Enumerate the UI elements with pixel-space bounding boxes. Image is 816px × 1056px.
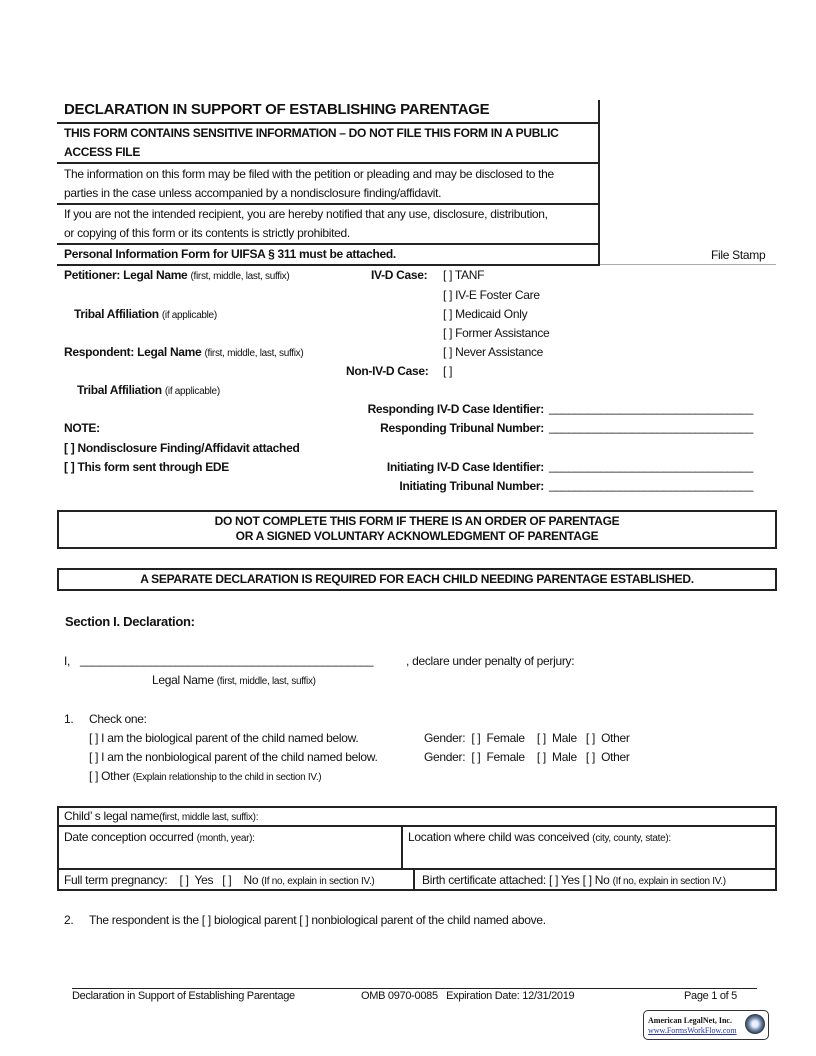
- petitioner-tribal-label: Tribal Affiliation (if applicable): [74, 307, 217, 321]
- attach-notice: Personal Information Form for UIFSA § 311 must be attached.: [64, 247, 396, 261]
- declarant-name-field[interactable]: ______________________________________________: [80, 653, 374, 667]
- info-text: The information on this form may be filed with the petition or pleading and may be disclosed to the: [64, 167, 554, 181]
- birth-certificate-options[interactable]: Birth certificate attached: [ ] Yes [ ] No (If no, explain in section IV.): [422, 873, 726, 887]
- respondent-tribal-label: Tribal Affiliation (if applicable): [77, 383, 220, 397]
- file-stamp-label: File Stamp: [711, 248, 766, 262]
- conception-location-field[interactable]: Location where child was conceived (city, county, state):: [408, 830, 671, 844]
- info-text-2: parties in the case unless accompanied by a nondisclosure finding/affidavit.: [64, 186, 442, 200]
- notice-text-2: or copying of this form or its contents is strictly prohibited.: [64, 226, 350, 240]
- ede-checkbox[interactable]: [ ] This form sent through EDE: [64, 460, 229, 474]
- respondent-label: Respondent: Legal Name (first, middle, last, suffix): [64, 345, 304, 359]
- divider: [57, 264, 600, 266]
- logo-url[interactable]: www.FormsWorkFlow.com: [648, 1026, 737, 1035]
- responding-tribunal-label: Responding Tribunal Number:: [380, 421, 544, 435]
- nondisclosure-checkbox[interactable]: [ ] Nondisclosure Finding/Affidavit attached: [64, 441, 300, 455]
- footer-rule: [72, 988, 757, 989]
- non-ivd-case-label: Non-IV-D Case:: [346, 364, 429, 378]
- i-label: I,: [64, 654, 71, 668]
- footer-title: Declaration in Support of Establishing Parentage: [72, 990, 295, 1002]
- divider: [57, 122, 600, 124]
- file-stamp-line: [600, 264, 776, 265]
- ivd-never-assistance-checkbox[interactable]: [ ] Never Assistance: [443, 345, 544, 359]
- globe-icon: [745, 1014, 765, 1034]
- full-term-pregnancy-options[interactable]: Full term pregnancy: [ ] Yes [ ] No (If no, explain in section IV.): [64, 873, 375, 887]
- initiating-tribunal-field[interactable]: ________________________________: [549, 478, 753, 492]
- biological-parent-checkbox[interactable]: [ ] I am the biological parent of the child named below.: [89, 731, 359, 745]
- separate-declaration-text: A SEPARATE DECLARATION IS REQUIRED FOR EACH CHILD NEEDING PARENTAGE ESTABLISHED.: [140, 572, 694, 586]
- table-divider: [57, 868, 777, 870]
- responding-case-id-field[interactable]: ________________________________: [549, 401, 753, 415]
- divider: [57, 162, 600, 164]
- legal-name-caption: Legal Name (first, middle, last, suffix): [152, 673, 316, 687]
- initiating-case-id-field[interactable]: ________________________________: [549, 459, 753, 473]
- ivd-tanf-checkbox[interactable]: [ ] TANF: [443, 268, 485, 282]
- sensitive-warning: THIS FORM CONTAINS SENSITIVE INFORMATION – DO NOT FILE THIS FORM IN A PUBLIC: [64, 126, 559, 140]
- note-label: NOTE:: [64, 421, 100, 435]
- ivd-case-label: IV-D Case:: [371, 268, 428, 282]
- non-ivd-checkbox[interactable]: [ ]: [443, 364, 453, 378]
- nonbiological-parent-checkbox[interactable]: [ ] I am the nonbiological parent of the child named below.: [89, 750, 378, 764]
- page-number: Page 1 of 5: [684, 990, 737, 1002]
- gender-options-nonbio[interactable]: Gender: [ ] Female [ ] Male [ ] Other: [424, 750, 630, 764]
- table-divider: [57, 825, 777, 827]
- logo-name: American LegalNet, Inc.: [648, 1016, 732, 1025]
- item-number: 2.: [64, 913, 74, 927]
- check-one-label: Check one:: [89, 712, 147, 726]
- divider: [57, 203, 600, 205]
- separate-declaration-notice: [57, 568, 777, 591]
- legalnet-logo[interactable]: [643, 1010, 769, 1040]
- conception-date-field[interactable]: Date conception occurred (month, year):: [64, 830, 255, 844]
- footer-omb: OMB 0970-0085 Expiration Date: 12/31/2019: [361, 990, 575, 1002]
- responding-case-id-label: Responding IV-D Case Identifier:: [367, 402, 544, 416]
- item-number: 1.: [64, 712, 74, 726]
- child-name-field[interactable]: Child’ s legal name(first, middle last, suffix):: [64, 809, 259, 823]
- gender-options-bio[interactable]: Gender: [ ] Female [ ] Male [ ] Other: [424, 731, 630, 745]
- table-divider: [401, 826, 403, 869]
- declare-text: , declare under penalty of perjury:: [406, 654, 575, 668]
- petitioner-label: Petitioner: Legal Name (first, middle, last, suffix): [64, 268, 290, 282]
- warning-line-2: OR A SIGNED VOLUNTARY ACKNOWLEDGMENT OF PARENTAGE: [235, 529, 599, 543]
- form-title: DECLARATION IN SUPPORT OF ESTABLISHING PARENTAGE: [64, 101, 490, 118]
- initiating-case-id-label: Initiating IV-D Case Identifier:: [386, 460, 544, 474]
- responding-tribunal-field[interactable]: ________________________________: [549, 420, 753, 434]
- respondent-parent-type-options[interactable]: The respondent is the [ ] biological parent [ ] nonbiological parent of the child named above.: [89, 913, 546, 927]
- other-relationship-checkbox[interactable]: [ ] Other (Explain relationship to the child in section IV.): [89, 769, 322, 783]
- ivd-foster-care-checkbox[interactable]: [ ] IV-E Foster Care: [443, 288, 540, 302]
- ivd-former-assistance-checkbox[interactable]: [ ] Former Assistance: [443, 326, 550, 340]
- notice-text: If you are not the intended recipient, you are hereby notified that any use, disclosure, distribution,: [64, 207, 548, 221]
- warning-line-1: DO NOT COMPLETE THIS FORM IF THERE IS AN ORDER OF PARENTAGE: [214, 514, 620, 528]
- sensitive-warning-2: ACCESS FILE: [64, 145, 141, 159]
- section-heading: Section I. Declaration:: [65, 614, 195, 629]
- ivd-medicaid-checkbox[interactable]: [ ] Medicaid Only: [443, 307, 528, 321]
- divider: [57, 243, 600, 245]
- initiating-tribunal-label: Initiating Tribunal Number:: [399, 479, 544, 493]
- table-divider: [413, 869, 415, 890]
- parentage-order-warning: [57, 510, 777, 549]
- header-right-border: [598, 100, 600, 266]
